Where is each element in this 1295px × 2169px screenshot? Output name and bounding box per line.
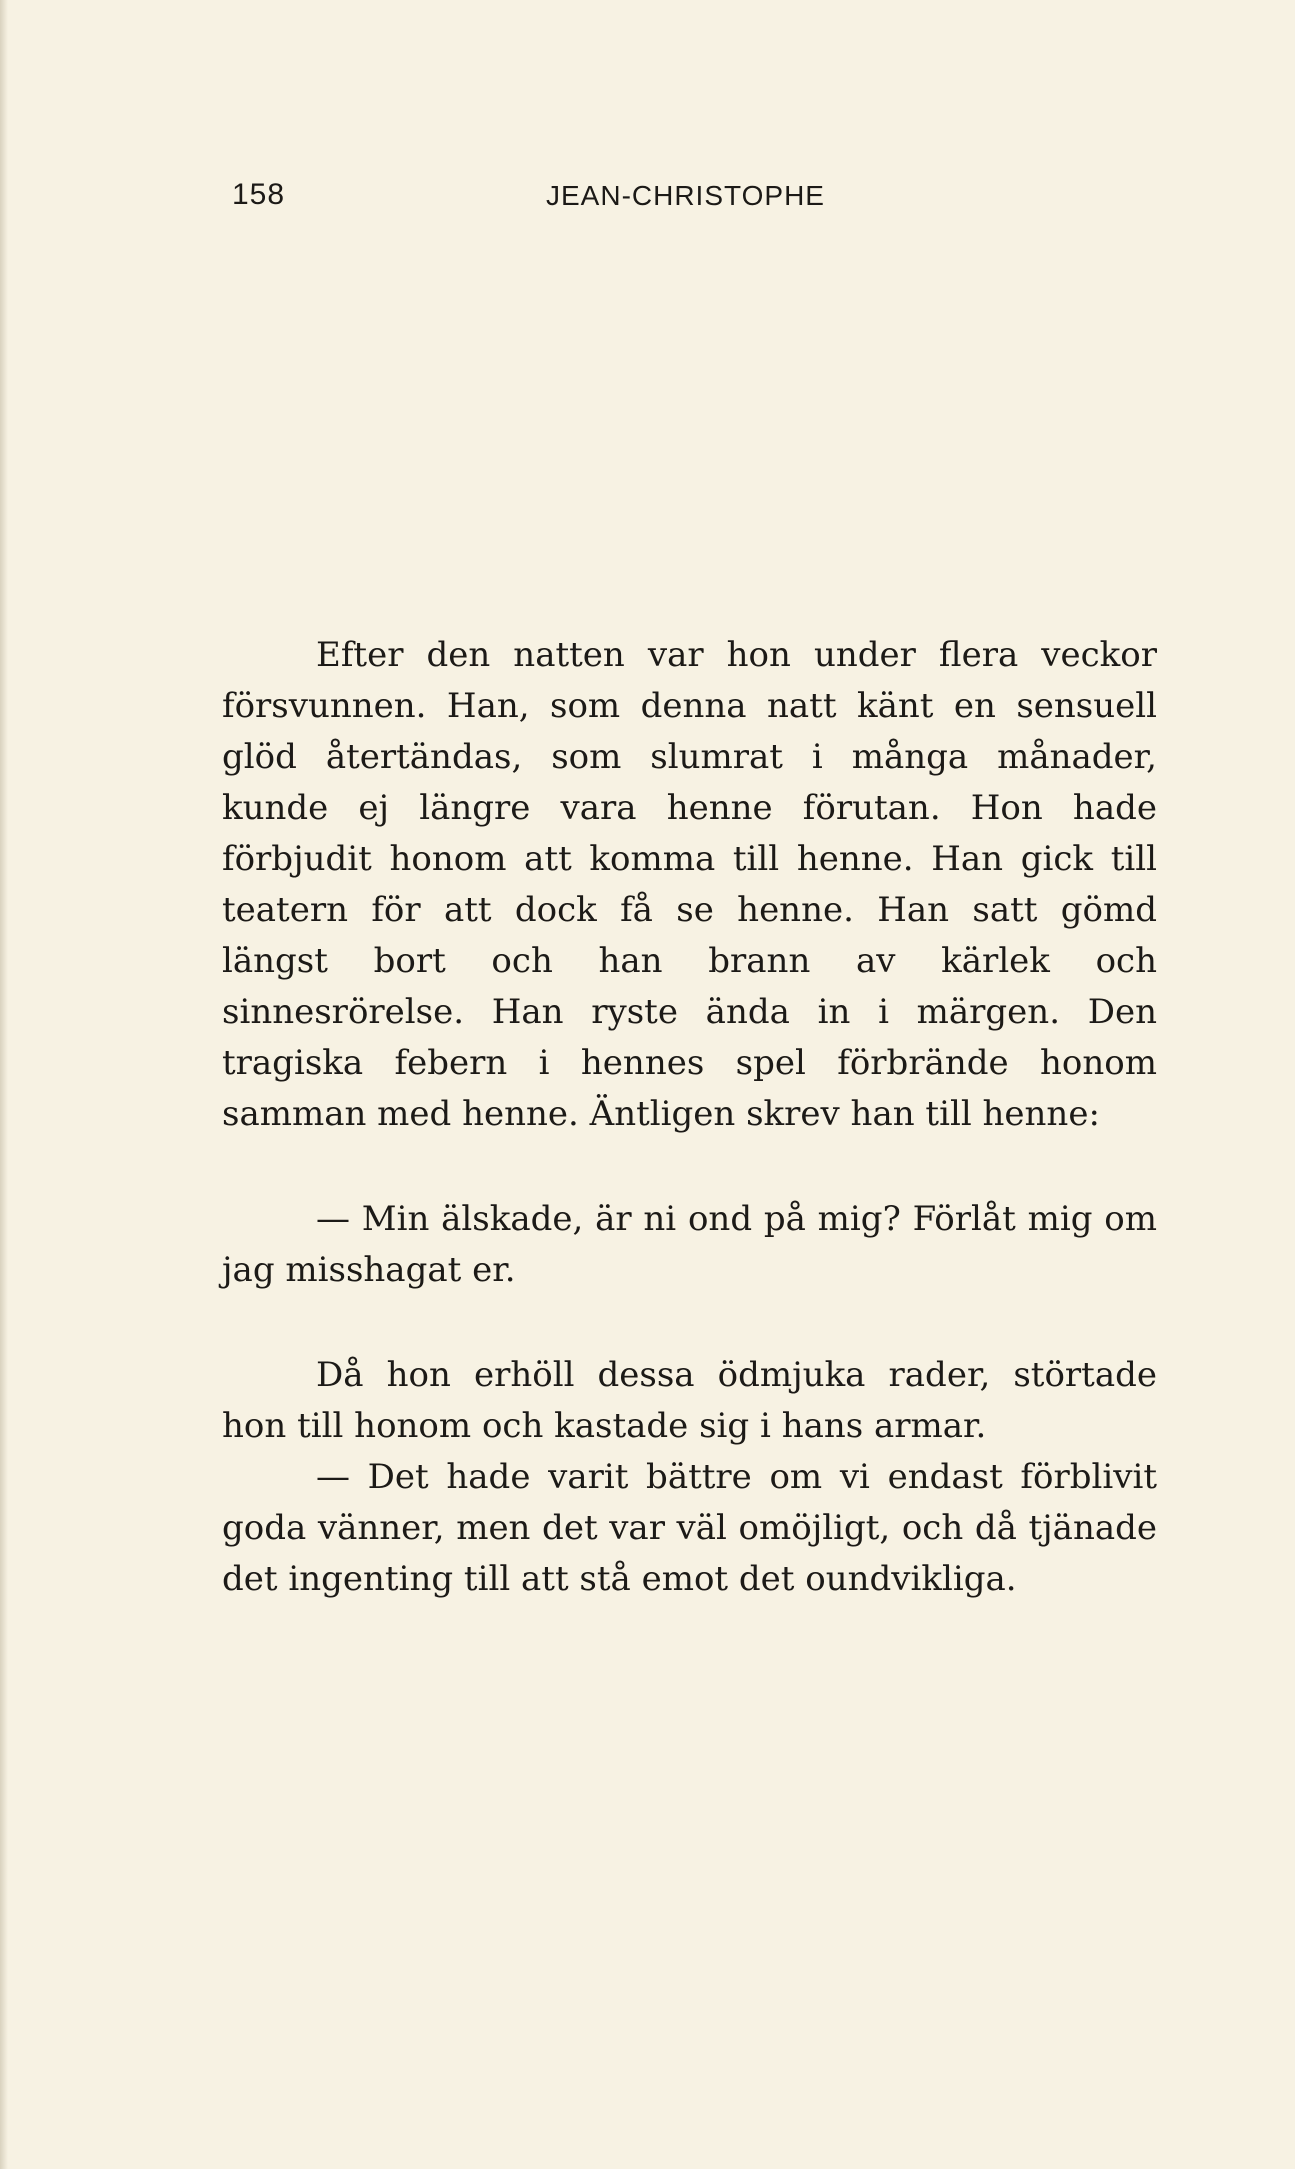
paragraph: Efter den natten var hon under flera veckor försvunnen. Han, som denna natt känt en sensuell glöd återtändas, som slumrat i många månader, kunde ej längre vara henne förutan. Hon hade förbjudit honom att komma till henne. Han gick till teatern för att dock få se henne. Han satt gömd längst bort och han brann av kärlek och sinnesrörelse. Han ryste ända in i märgen. Den tragiska febern i hennes spel förbrände honom samman med henne. Äntligen skrev han till henne: (222, 635, 1157, 1134)
paragraph: — Min älskade, är ni ond på mig? Förlåt mig om jag misshagat er. (222, 1199, 1157, 1290)
paragraph: — Det hade varit bättre om vi endast förblivit goda vänner, men det var väl omöjligt, och då tjänade det ingenting till att stå emot det oundvikliga. (222, 1457, 1157, 1599)
page-header (232, 178, 1152, 228)
paragraph: Då hon erhöll dessa ödmjuka rader, störtade hon till honom och kastade sig i hans armar. (222, 1355, 1157, 1446)
body-text (222, 630, 1157, 1605)
page-number: 158 (232, 178, 286, 211)
running-title: JEAN-CHRISTOPHE (546, 180, 825, 211)
page-edge (0, 0, 8, 2169)
